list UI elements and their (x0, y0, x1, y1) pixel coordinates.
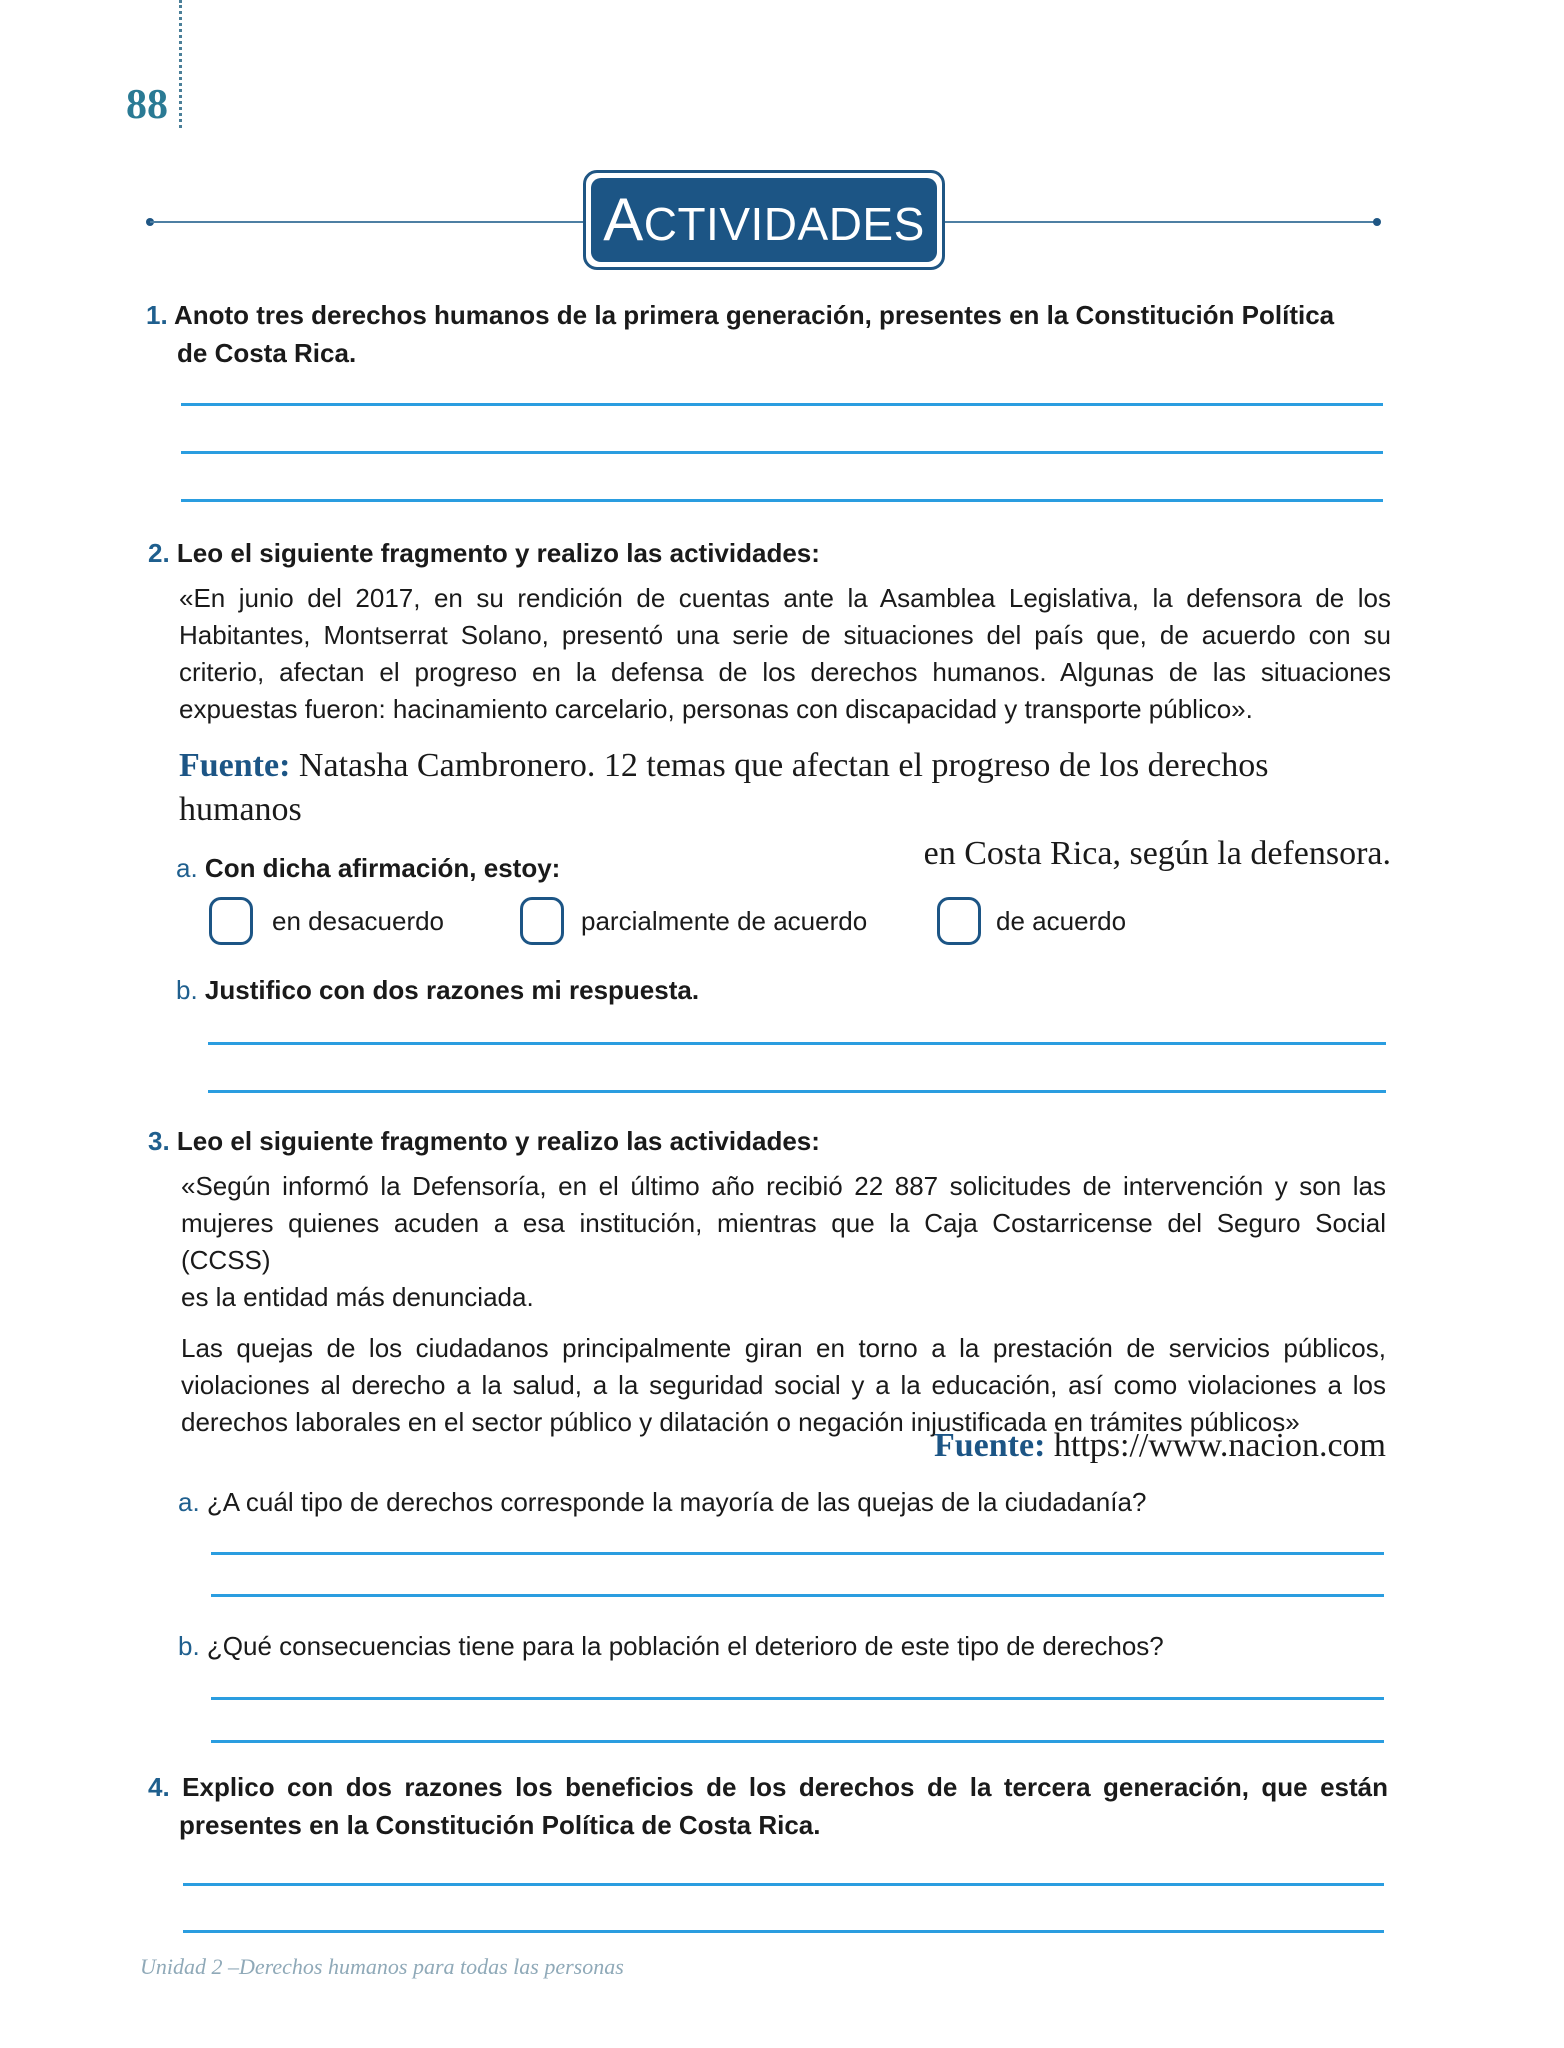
activity-number: 2. (148, 538, 170, 568)
activity-text-cont: presentes en la Constitución Política de Costa Rica. (179, 1810, 821, 1840)
answer-line[interactable] (181, 451, 1383, 454)
page-number: 88 (126, 82, 168, 128)
activity-number: 1. (146, 300, 168, 330)
activity-number: 3. (148, 1126, 170, 1156)
source-citation: Fuente: Natasha Cambronero. 12 temas que afectan el progreso de los derechos humanos en Costa Rica, según la defensora. (179, 747, 1391, 872)
page-footer: Unidad 2 –Derechos humanos para todas las personas (140, 1954, 624, 1979)
activity-text: Anoto tres derechos humanos de la primera generación, presentes en la Constitución Política (173, 300, 1335, 330)
header-line-right-dot (1373, 218, 1381, 226)
answer-line[interactable] (183, 1883, 1384, 1886)
activity-number: 4. (148, 1772, 170, 1802)
answer-line[interactable] (208, 1090, 1386, 1093)
answer-line[interactable] (208, 1042, 1386, 1045)
answer-line[interactable] (183, 1930, 1384, 1933)
activity-text-cont: de Costa Rica. (177, 338, 357, 368)
quote-block: «Según informó la Defensoría, en el último año recibió 22 887 solicitudes de intervención y son las mujeres quienes acuden a esa institución, mientras que la Caja Costarricense del Seguro Social (CCSS) es la entidad más denunciada. Las quejas de los ciudadanos principalmente giran en torno a la prestación de servicios públicos, violaciones al derecho a la salud, a la seguridad social y a la educación, así como violaciones a los derechos laborales en el sector público y dilatación o negación injustificada en trámites públicos» (181, 1171, 1386, 1437)
sub-question-b: b. Justifico con dos razones mi respuesta. (176, 975, 700, 1005)
section-title: ACTIVIDADES (603, 186, 925, 253)
answer-line[interactable] (181, 499, 1383, 502)
checkbox-en-desacuerdo[interactable] (209, 897, 253, 945)
answer-line[interactable] (211, 1740, 1384, 1743)
answer-line[interactable] (181, 403, 1383, 406)
activity-1 (146, 296, 1386, 372)
source-citation: Fuente: https://www.nacion.com (933, 1427, 1386, 1464)
answer-line[interactable] (211, 1552, 1384, 1555)
answer-line[interactable] (211, 1594, 1384, 1597)
source-label: Fuente: (179, 747, 291, 784)
header-line-left (150, 221, 584, 223)
checkbox-parcialmente-de-acuerdo[interactable] (520, 897, 564, 945)
checkbox-de-acuerdo[interactable] (937, 897, 981, 945)
sub-question-b: b. ¿Qué consecuencias tiene para la población el deterioro de este tipo de derechos? (178, 1631, 1164, 1661)
margin-dotted-rule (179, 0, 182, 128)
answer-line[interactable] (211, 1697, 1384, 1700)
header-line-right (944, 221, 1376, 223)
option-label: de acuerdo (996, 906, 1127, 936)
source-label: Fuente: (933, 1427, 1046, 1464)
activity-4 (148, 1768, 1388, 1844)
option-label: parcialmente de acuerdo (581, 906, 868, 936)
section-badge (591, 178, 937, 262)
option-label: en desacuerdo (272, 906, 445, 936)
sub-question-a: a. ¿A cuál tipo de derechos corresponde la mayoría de las quejas de la ciudadanía? (178, 1487, 1147, 1517)
quote-block: «En junio del 2017, en su rendición de cuentas ante la Asamblea Legislativa, la defensora de los Habitantes, Montserrat Solano, presentó una serie de situaciones del país que, de acuerdo con su criterio, afectan el progreso en la defensa de los derechos humanos. Algunas de las situaciones expuestas fueron: hacinamiento carcelario, personas con discapacidad y transporte público». (179, 583, 1391, 724)
activity-2-prompt: 2. Leo el siguiente fragmento y realizo las actividades: (148, 538, 820, 568)
sub-question-a: a. Con dicha afirmación, estoy: (176, 853, 561, 883)
activity-text: Explico con dos razones los beneficios de los derechos de la tercera generación, que están (182, 1772, 1388, 1802)
activity-3-prompt: 3. Leo el siguiente fragmento y realizo las actividades: (148, 1126, 820, 1156)
